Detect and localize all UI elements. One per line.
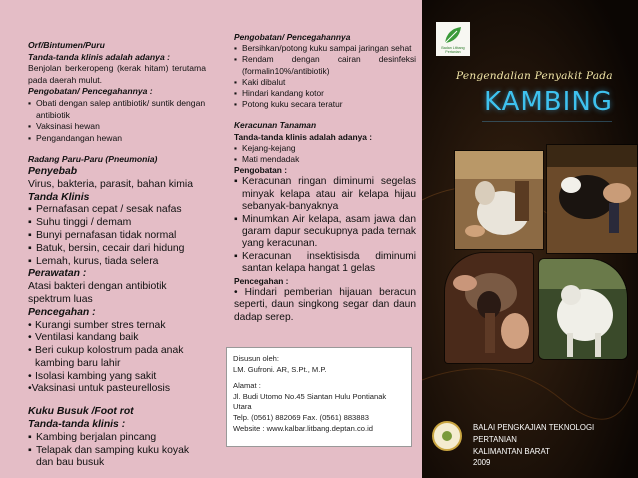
poisoning-prevention-text: • Hindari pemberian hijauan beracun seperti, daun singkong segar dan daun dadap serep.	[234, 286, 416, 323]
clinical-signs-title: Tanda Klinis	[28, 191, 90, 203]
list-item: ▪ Kaki dibalut	[234, 77, 416, 88]
orf-treatment-list	[28, 98, 206, 144]
list-item: • Isolasi kambing yang sakit	[28, 371, 206, 384]
poisoning-title: Keracunan Tanaman	[234, 120, 317, 131]
list-item: ▪ Potong kuku secara teratur	[234, 99, 416, 110]
list-item: ▪ Kambing berjalan pincang	[28, 432, 206, 445]
care-title: Perawatan :	[28, 268, 87, 280]
institution-name: BALAI PENGKAJIAN TEKNOLOGI PERTANIAN	[473, 423, 595, 444]
list-item: ▪ Suhu tinggi / demam	[28, 217, 206, 230]
footrot-treatment-list	[234, 43, 416, 110]
photo-goat-handling	[454, 150, 544, 250]
clinical-signs-list	[28, 204, 206, 268]
photo-goat-white	[538, 258, 628, 360]
footrot-treatment-title: Pengobatan/ Pencegahannya	[234, 32, 351, 42]
poisoning-prevention-body: Hindari pemberian hijauan beracun seperti, daun singkong segar dan daun dadap serep.	[234, 286, 416, 323]
website-link[interactable]: Website : www.kalbar.litbang.deptan.co.id	[233, 423, 374, 433]
list-item: ▪ Pernafasan cepat / sesak nafas	[28, 204, 206, 217]
leaf-icon	[443, 25, 463, 45]
institution-region: KALIMANTAN BARAT	[473, 446, 550, 456]
poisoning-treatment-list	[234, 176, 416, 275]
orf-title: Orf/Bintumen/Puru	[28, 40, 105, 50]
logo-caption: Badan Litbang Pertanian	[441, 46, 465, 54]
publication-year: 2009	[473, 458, 491, 468]
poisoning-signs-title: Tanda-tanda klinis adalah adanya :	[234, 131, 373, 142]
list-item: ▪ Batuk, bersin, cecair dari hidung	[28, 243, 206, 256]
address-line1: Jl. Budi Utomo No.45 Siantan Hulu Pontianak	[233, 391, 387, 401]
left-panel	[0, 0, 216, 478]
list-item: ▪ Bersihkan/potong kuku sampai jaringan sehat	[234, 43, 416, 54]
prevention-list	[28, 320, 206, 384]
list-item: ▪ Keracunan insektisisda diminumi santan kelapa hangat 1 gelas	[234, 251, 416, 276]
cover-subtitle: Pengendalian Penyakit Pada	[456, 70, 613, 82]
list-item: • Beri cukup kolostrum pada anak kambing baru lahir	[28, 345, 206, 371]
list-item: ▪ Hindari kandang kotor	[234, 88, 416, 99]
footrot-signs-title: Tanda-tanda klinis :	[28, 419, 126, 431]
list-item: ▪ Pengandangan hewan	[28, 133, 206, 145]
list-item: ▪ Minumkan Air kelapa, asam jawa dan garam dapur secukupnya pada ternak yang keracunan.	[234, 214, 416, 251]
poisoning-prevention-title: Pencegahan :	[234, 275, 289, 286]
list-item: • Kurangi sumber stres ternak	[28, 320, 206, 333]
author-label: Disusun oleh:	[233, 354, 280, 363]
poisoning-signs-list	[234, 143, 416, 165]
credits-box	[226, 347, 412, 447]
list-item: ▪ Keracunan ringan diminumi segelas minyak kelapa atau air kelapa hijau sebanyak-banyaknya	[234, 176, 416, 213]
author-name: LM. Gufroni. AR, S.Pt., M.P.	[233, 364, 327, 374]
orf-signs-title: Tanda-tanda klinis adalah adanya :	[28, 51, 170, 62]
list-item: ▪ Kejang-kejang	[234, 143, 416, 154]
footrot-title: Kuku Busuk /Foot rot	[28, 406, 134, 418]
cover-footer	[473, 422, 638, 469]
cause-text: Virus, bakteria, parasit, bahan kimia	[28, 178, 193, 190]
title-divider	[482, 121, 612, 122]
orf-treatment-title: Pengobatan/ Pencegahannya :	[28, 86, 153, 97]
cover-panel	[422, 0, 638, 478]
prevention-last-text: Vaksinasi untuk pasteurellosis	[31, 383, 171, 395]
prevention-title: Pencegahan :	[28, 306, 96, 318]
pneumonia-title: Radang Paru-Paru (Pneumonia)	[28, 154, 158, 165]
list-item: ▪ Bunyi pernafasan tidak normal	[28, 230, 206, 243]
cause-title: Penyebab	[28, 165, 78, 177]
address-line2: Utara	[233, 402, 252, 412]
address-label: Alamat :	[233, 381, 261, 391]
list-item: ▪ Obati dengan salep antibiotik/ suntik dengan antibiotik	[28, 98, 206, 121]
care-text: Atasi bakteri dengan antibiotik spektrum luas	[28, 281, 167, 305]
poisoning-treatment-title: Pengobatan :	[234, 165, 288, 176]
footrot-signs-list	[28, 432, 206, 470]
institution-emblem-icon	[432, 421, 462, 451]
cover-title: KAMBING	[484, 87, 613, 117]
photo-goat-mouth	[444, 252, 534, 364]
orf-signs-text: Benjolan berkeropeng (kerak hitam) terutama pada daerah mulut.	[28, 63, 206, 85]
list-item: • Ventilasi kandang baik	[28, 332, 206, 345]
list-item: ▪ Rendam dengan cairan desinfeksi (formalin10%/antibiotik)	[234, 54, 416, 76]
list-item: ▪ Vaksinasi hewan	[28, 121, 206, 133]
prevention-last: •Vaksinasi untuk pasteurellosis	[28, 383, 171, 395]
list-item: ▪ Lemah, kurus, tiada selera	[28, 256, 206, 269]
agency-logo	[436, 22, 470, 56]
list-item: ▪ Mati mendadak	[234, 154, 416, 165]
phone-line: Telp. (0561) 882069 Fax. (0561) 883883	[233, 412, 369, 422]
photo-goat-injection	[546, 144, 638, 254]
list-item: ▪ Telapak dan samping kuku koyak dan bau busuk	[28, 445, 206, 471]
